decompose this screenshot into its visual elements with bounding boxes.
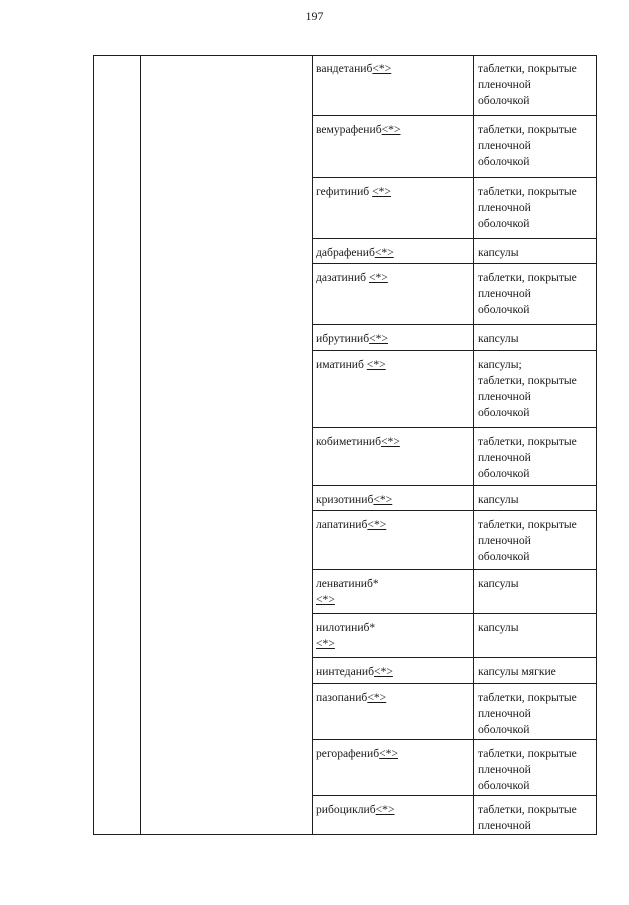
dosage-form-line: капсулы мягкие <box>478 665 556 678</box>
dosage-form-cell <box>478 61 593 109</box>
footnote-mark: <*> <box>373 493 393 506</box>
footnote-mark: <*> <box>374 665 393 678</box>
footnote-mark: <*> <box>372 62 392 75</box>
dosage-form-line: пленочной <box>478 819 531 832</box>
dosage-form-line: пленочной <box>478 139 531 152</box>
dosage-form-line: оболочкой <box>478 723 530 736</box>
dosage-form-line: капсулы <box>478 246 519 259</box>
dosage-form-line: таблетки, покрытые <box>478 691 577 704</box>
dosage-form-line: капсулы <box>478 332 519 345</box>
drug-name-cell <box>316 357 471 373</box>
drug-name: вемурафениб <box>316 123 382 136</box>
drug-name-cell <box>316 61 471 77</box>
drug-name-cell <box>316 331 471 347</box>
dosage-form-line: пленочной <box>478 201 531 214</box>
dosage-form-line: капсулы; <box>478 358 522 371</box>
dosage-form-cell <box>478 434 593 482</box>
drug-name: нилотиниб* <box>316 621 376 634</box>
drug-name-cell <box>316 690 471 706</box>
footnote-mark: <*> <box>379 747 398 760</box>
drug-name-cell <box>316 184 471 200</box>
table-row <box>312 796 597 835</box>
footnote-mark: <*> <box>316 637 335 650</box>
footnote-mark: <*> <box>374 246 394 259</box>
dosage-form-cell <box>478 122 593 170</box>
dosage-form-line: оболочкой <box>478 303 530 316</box>
table-row <box>312 178 597 239</box>
drug-name: дабрафениб <box>316 246 375 259</box>
dosage-form-line: оболочкой <box>478 779 530 792</box>
dosage-form-line: пленочной <box>478 451 531 464</box>
column-divider-1 <box>140 55 141 835</box>
table-row <box>312 325 597 351</box>
drug-name-cell <box>316 122 471 138</box>
footnote-mark: <*> <box>367 518 387 531</box>
dosage-form-line: оболочкой <box>478 155 530 168</box>
dosage-form-line: оболочкой <box>478 217 530 230</box>
dosage-form-cell <box>478 664 593 680</box>
footnote-mark: <*> <box>381 435 400 448</box>
drug-name: иматиниб <box>316 358 367 371</box>
footnote-mark: <*> <box>372 185 391 198</box>
dosage-form-cell <box>478 620 593 636</box>
dosage-form-cell <box>478 802 593 834</box>
dosage-form-line: таблетки, покрытые <box>478 747 577 760</box>
table-row <box>312 658 597 684</box>
footnote-mark: <*> <box>368 271 388 284</box>
drug-name: регорафениб <box>316 747 380 760</box>
table-row <box>312 740 597 796</box>
footnote-mark: <*> <box>366 358 386 371</box>
dosage-form-line: пленочной <box>478 287 531 300</box>
drug-name-cell <box>316 270 471 286</box>
table-row <box>312 239 597 264</box>
dosage-form-line: капсулы <box>478 493 519 506</box>
footnote-mark: <*> <box>381 123 401 136</box>
dosage-form-line: оболочкой <box>478 550 530 563</box>
dosage-form-line: капсулы <box>478 621 519 634</box>
table-row <box>312 428 597 486</box>
dosage-form-line: таблетки, покрытые <box>478 374 577 387</box>
drug-name: лапатиниб <box>316 518 368 531</box>
drug-name-cell <box>316 576 471 608</box>
dosage-form-line: таблетки, покрытые <box>478 435 577 448</box>
table-row <box>312 511 597 570</box>
dosage-form-line: оболочкой <box>478 406 530 419</box>
table-row <box>312 684 597 740</box>
dosage-form-cell <box>478 576 593 592</box>
dosage-form-line: пленочной <box>478 763 531 776</box>
dosage-form-line: пленочной <box>478 707 531 720</box>
dosage-form-line: таблетки, покрытые <box>478 123 577 136</box>
dosage-form-cell <box>478 690 593 738</box>
dosage-form-line: пленочной <box>478 534 531 547</box>
table-row <box>312 116 597 178</box>
table-row <box>312 351 597 428</box>
page-number: 197 <box>305 9 324 23</box>
dosage-form-line: оболочкой <box>478 467 530 480</box>
dosage-form-line: таблетки, покрытые <box>478 62 577 75</box>
dosage-form-line: пленочной <box>478 390 531 403</box>
footnote-mark: <*> <box>367 691 387 704</box>
drug-name: пазопаниб <box>316 691 368 704</box>
dosage-form-cell <box>478 184 593 232</box>
dosage-form-cell <box>478 270 593 318</box>
drug-name: нинтеданиб <box>316 665 375 678</box>
drug-name: рибоциклиб <box>316 803 376 816</box>
drug-name-cell <box>316 664 471 680</box>
footnote-mark: <*> <box>316 593 335 606</box>
drug-name-cell <box>316 517 471 533</box>
drug-name-cell <box>316 245 471 261</box>
dosage-form-line: таблетки, покрытые <box>478 271 577 284</box>
drug-name: кобиметиниб <box>316 435 382 448</box>
dosage-form-line: оболочкой <box>478 94 530 107</box>
dosage-form-line: пленочной <box>478 78 531 91</box>
drug-name-cell <box>316 620 471 652</box>
drug-name-cell <box>316 802 471 818</box>
dosage-form-line: таблетки, покрытые <box>478 185 577 198</box>
table-row <box>312 614 597 658</box>
drug-name-cell <box>316 746 471 762</box>
drug-rows <box>312 55 597 835</box>
dosage-form-cell <box>478 245 593 261</box>
drug-name: кризотиниб <box>316 493 374 506</box>
drug-name: гефитиниб <box>316 185 373 198</box>
table-row <box>312 264 597 325</box>
dosage-form-cell <box>478 492 593 508</box>
drug-name: ленватиниб* <box>316 577 379 590</box>
dosage-form-cell <box>478 517 593 565</box>
drug-name-cell <box>316 434 471 450</box>
dosage-form-cell <box>478 331 593 347</box>
footnote-mark: <*> <box>369 332 388 345</box>
dosage-form-line: таблетки, покрытые <box>478 518 577 531</box>
drug-name: ибрутиниб <box>316 332 370 345</box>
table-row <box>312 55 597 116</box>
table-row <box>312 570 597 614</box>
footnote-mark: <*> <box>375 803 395 816</box>
drug-name-cell <box>316 492 471 508</box>
drug-name: дазатиниб <box>316 271 369 284</box>
dosage-form-cell <box>478 357 593 421</box>
dosage-form-line: капсулы <box>478 577 519 590</box>
dosage-form-cell <box>478 746 593 794</box>
drug-name: вандетаниб <box>316 62 373 75</box>
table-row <box>312 486 597 511</box>
dosage-form-line: таблетки, покрытые <box>478 803 577 816</box>
